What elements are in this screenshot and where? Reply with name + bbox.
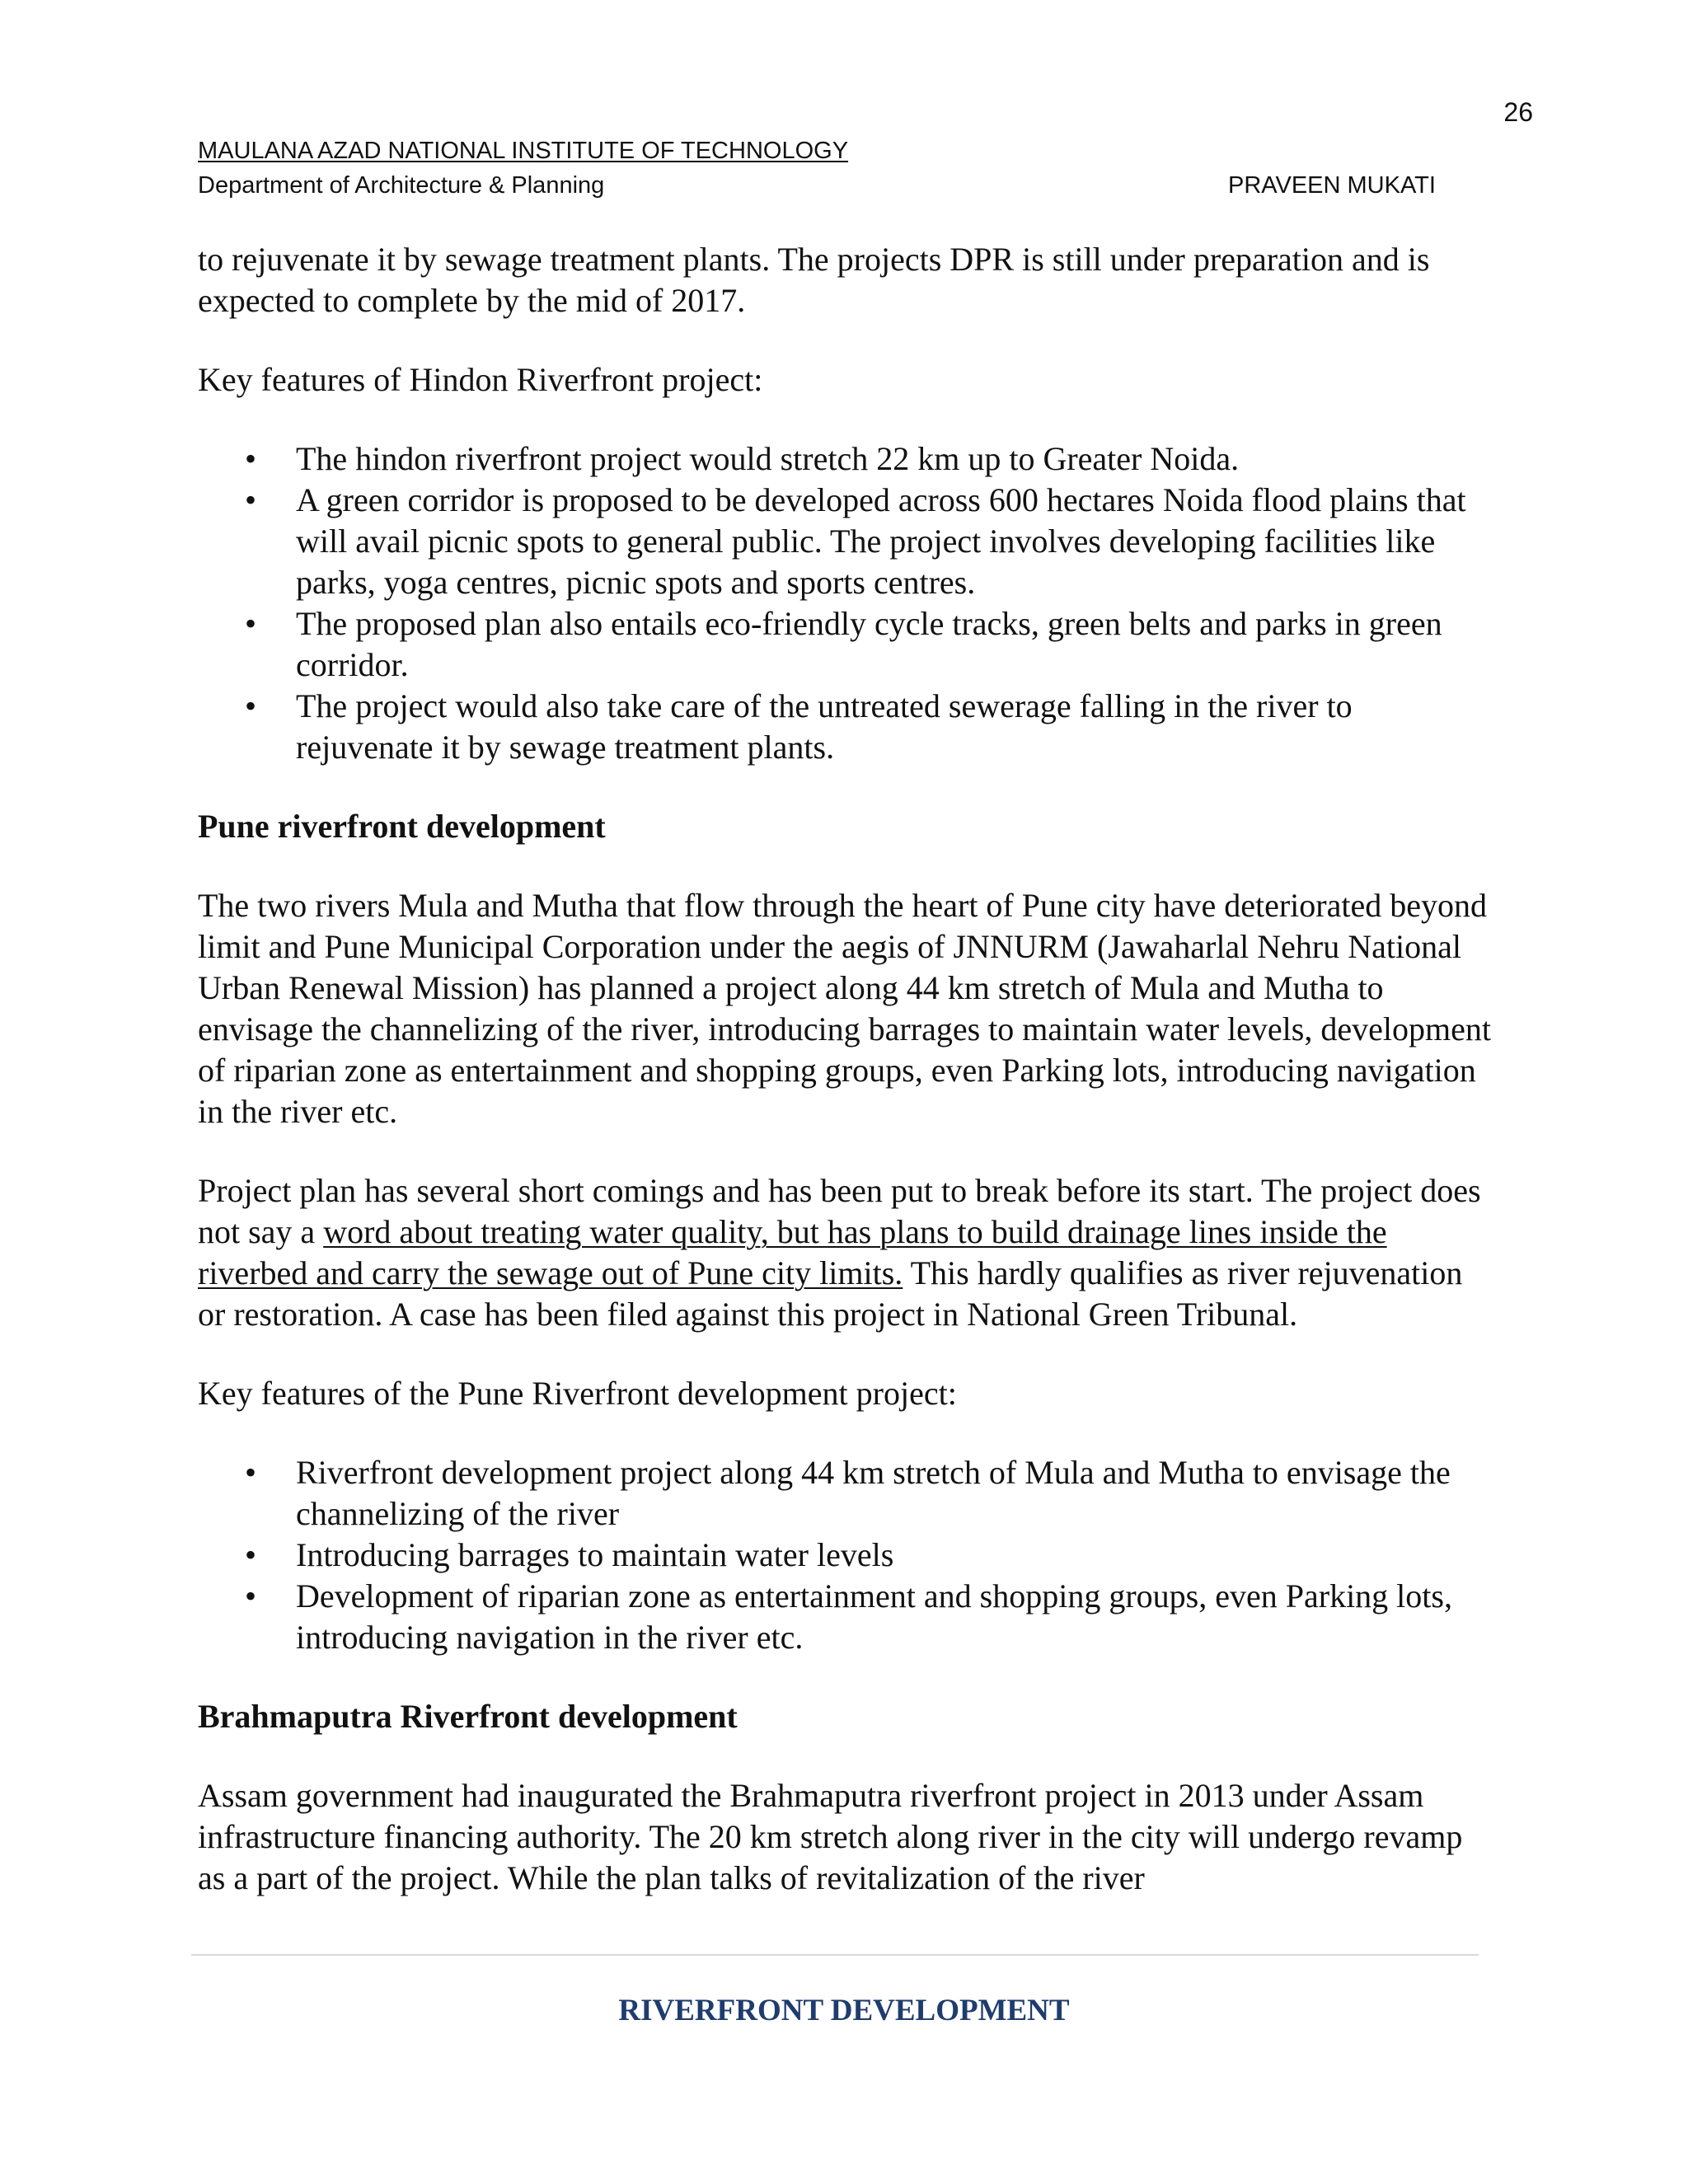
pune-paragraph-2-end: This hardly qualifies as river rejuvenation or restoration. A case has been filed against this project in National Green Tribunal. — [198, 1254, 1463, 1333]
document-body — [198, 239, 1492, 1937]
footer-divider — [191, 1954, 1479, 1956]
pune-features-heading: Key features of the Pune Riverfront development project: — [198, 1375, 957, 1412]
pune-paragraph-2-start: Project plan has several short comings and has been put to break before its start. The project does not say a — [198, 1172, 1481, 1250]
intro-paragraph: to rejuvenate it by sewage treatment plants. The projects DPR is still under preparation and is expected to complete by the mid of 2017. — [198, 241, 1430, 319]
brahmaputra-paragraph: Assam government had inaugurated the Brahmaputra riverfront project in 2013 under Assam infrastructure financing authority. The 20 km stretch along river in the city will undergo revamp as a part of the project. While the plan talks of revitalization of the river — [198, 1777, 1463, 1896]
department-name: Department of Architecture & Planning — [198, 172, 605, 199]
page-number: 26 — [1503, 97, 1533, 127]
list-item: • The project would also take care of the untreated sewerage falling in the river to rejuvenate it by sewage treatment plants. — [296, 686, 1492, 768]
brahmaputra-section-heading: Brahmaputra Riverfront development — [198, 1698, 738, 1735]
list-item: • A green corridor is proposed to be developed across 600 hectares Noida flood plains that will avail picnic spots to general public. The project involves developing facilities like parks, yoga centres, picnic spots and sports centres. — [296, 480, 1492, 603]
hindon-features-heading: Key features of Hindon Riverfront project: — [198, 361, 763, 398]
list-item: • Development of riparian zone as entertainment and shopping groups, even Parking lots, introducing navigation in the river etc. — [296, 1576, 1492, 1658]
pune-section-heading: Pune riverfront development — [198, 808, 606, 845]
hindon-features-list — [198, 438, 1492, 768]
list-item: • Riverfront development project along 44 km stretch of Mula and Mutha to envisage the channelizing of the river — [296, 1452, 1492, 1535]
list-item: • The proposed plan also entails eco-friendly cycle tracks, green belts and parks in green corridor. — [296, 603, 1492, 686]
list-item: • Introducing barrages to maintain water levels — [296, 1535, 1492, 1576]
list-item: • The hindon riverfront project would stretch 22 km up to Greater Noida. — [296, 438, 1492, 480]
author-name: PRAVEEN MUKATI — [1228, 172, 1436, 199]
institute-name: MAULANA AZAD NATIONAL INSTITUTE OF TECHNOLOGY — [198, 138, 849, 164]
pune-paragraph-1: The two rivers Mula and Mutha that flow through the heart of Pune city have deteriorated beyond limit and Pune Municipal Corporation under the aegis of JNNURM (Jawaharlal Nehru National Urban Renewal Mission) has planned a project along 44 km stretch of Mula and Mutha to envisage the channelizing of the river, introducing barrages to maintain water levels, development of riparian zone as entertainment and shopping groups, even Parking lots, introducing navigation in the river etc. — [198, 887, 1491, 1130]
pune-features-list — [198, 1452, 1492, 1658]
footer-title: RIVERFRONT DEVELOPMENT — [618, 1994, 1070, 2027]
underlined-passage: word about treating water quality, but has plans to build drainage lines inside the riverbed and carry the sewage out of Pune city limits. — [198, 1213, 1387, 1291]
pune-paragraph-2 — [198, 1170, 1492, 1335]
